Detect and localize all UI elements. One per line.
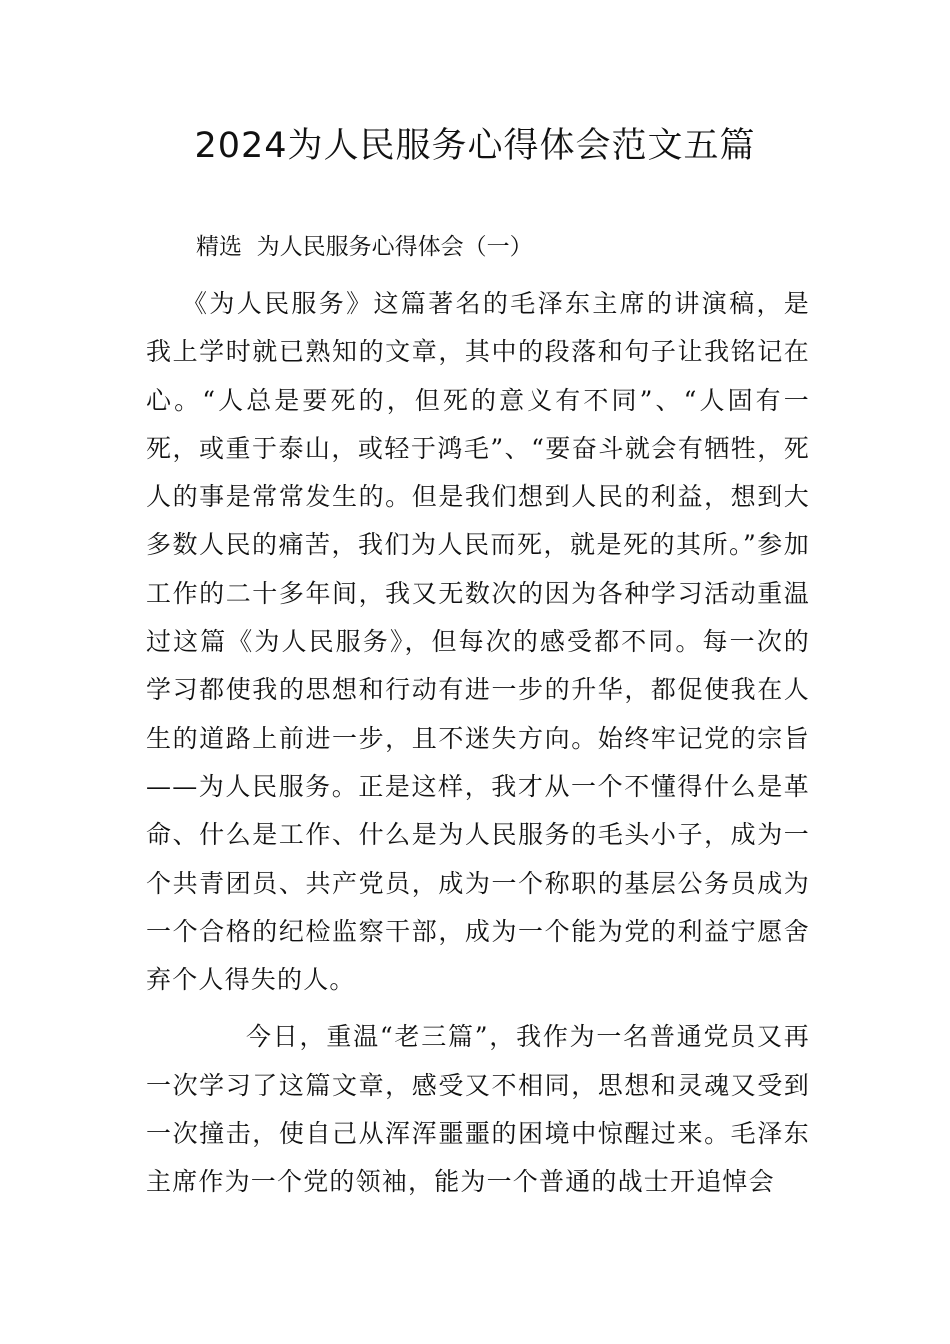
paragraph-2: 今日，重温“老三篇”，我作为一名普通党员又再一次学习了这篇文章，感受又不相同，思想和灵魂又受到一次撞击，使自己从浑浑噩噩的困境中惊醒过来。毛泽东主席作为一个党的领袖，能为一个普通的战士开追悼会 — [146, 1022, 810, 1197]
section-heading: 精选 为人民服务心得体会（一） — [196, 234, 533, 260]
paragraph-1: 《为人民服务》这篇著名的毛泽东主席的讲演稿，是我上学时就已熟知的文章，其中的段落和句子让我铭记在心。“人总是要死的，但死的意义有不同”、“人固有一死，或重于泰山，或轻于鸿毛”、“要奋斗就会有牺牲，死人的事是常常发生的。但是我们想到人民的利益，想到大多数人民的痛苦，我们为人民而死，就是死的其所。”参加工作的二十多年间，我又无数次的因为各种学习活动重温过这篇《为人民服务》，但每次的感受都不同。每一次的学习都使我的思想和行动有进一步的升华，都促使我在人生的道路上前进一步，且不迷失方向。始终牢记党的宗旨——为人民服务。正是这样，我才从一个不懂得什么是革命、什么是工作、什么是为人民服务的毛头小子，成为一个共青团员、共产党员，成为一个称职的基层公务员成为一个合格的纪检监察干部，成为一个能为党的利益宁愿舍弃个人得失的人。 — [146, 289, 810, 995]
document-body — [146, 280, 810, 1207]
document-title: 2024为人民服务心得体会范文五篇 — [194, 126, 756, 166]
